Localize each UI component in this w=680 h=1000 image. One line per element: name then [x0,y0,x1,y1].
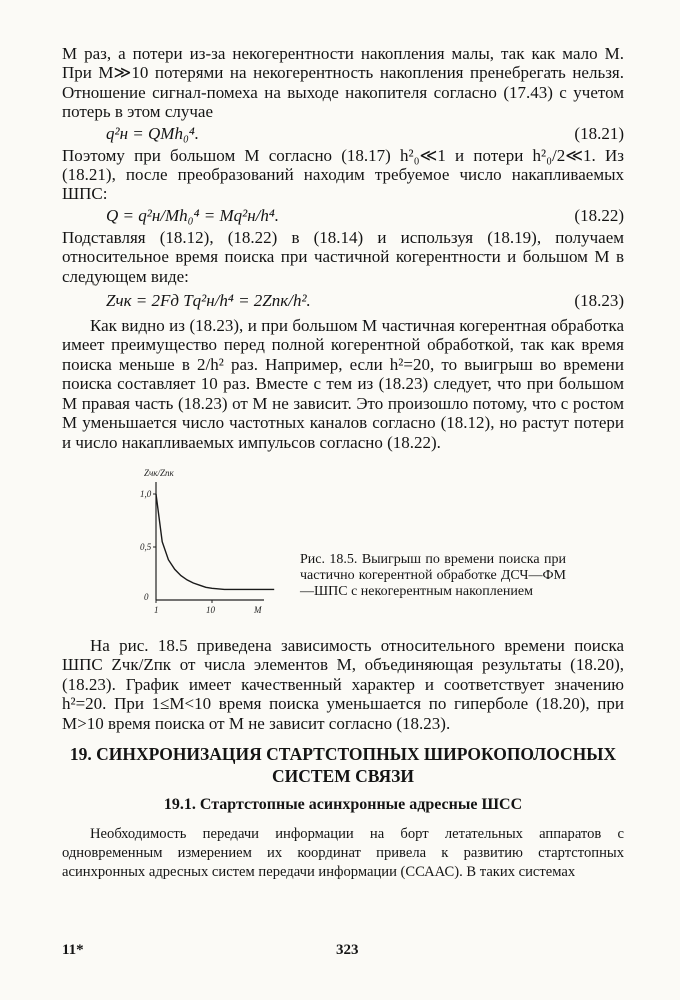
paragraph-1: M раз, а потери из-за некогерентности накопления малы, так как мало M. При M≫10 потерями на некогерентность накопления пренебрегать нельзя. Отношение сигнал-помеха на выходе накопителя согласно (17.43) с учетом потерь в этом случае [62,44,624,122]
signature-mark: 11* [62,942,84,958]
paragraph-2: Поэтому при большом M согласно (18.17) h²₀≪1 и потери h²₀/2≪1. Из (18.21), после преобразований находим требуемое число накапливаемых ШПС: [62,145,624,204]
paragraph-4: Как видно из (18.23), и при большом M частичная когерентная обработка имеет преимущество перед полной когерентной обработкой, так как время поиска меньше в 2/h² раз. Например, если h²=20, то выигрыш во времени поиска составляет 10 раз. Вместе с тем из (18.23) следует, что при большом M правая часть (18.23) от M не зависит. Это произошло потому, что с ростом M уменьшается число частотных каналов согласно (18.12), но растут потери и число накапливаемых импульсов согласно (18.22). [62,316,624,452]
x-tick-1-label: 1 [154,604,159,615]
equation-18-23-number: (18.23) [574,291,624,311]
equation-18-22-formula: Q = q²н/Mh₀⁴ = Mq²н/h⁴. [106,205,280,225]
x-axis-label: M [254,604,262,615]
figure-18-5 [62,468,624,626]
series-line-ratio [156,494,274,589]
y-tick-bottom-label: 0 [144,591,149,602]
y-axis-label: Zчк/Zпк [144,467,174,478]
y-tick-mid-label: 0,5 [140,541,152,552]
subsection-heading: 19.1. Стартстопные асинхронные адресные ШСС [163,795,523,813]
page-footer [62,942,624,962]
figure-18-5-plot [134,468,284,618]
equation-18-22 [62,204,624,228]
paragraph-3: Подставляя (18.12), (18.22) в (18.14) и используя (18.19), получаем относительное время поиска при частичной когерентности и большом M в следующем виде: [62,227,624,286]
paragraph-6: Необходимость передачи информации на борт летательных аппаратов с одновременным измерением их координат привела к развитию стартстопных асинхронных адресных систем передачи информации (ССААС). В таких системах [62,825,624,880]
section-heading: 19. СИНХРОНИЗАЦИЯ СТАРТСТОПНЫХ ШИРОКОПОЛОСНЫХ СИСТЕМ СВЯЗИ [69,743,617,786]
equation-18-22-number: (18.22) [574,205,624,225]
page-number: 323 [336,942,359,958]
equation-18-21-formula: q²н = QMh₀⁴. [106,123,200,143]
equation-18-21 [62,122,624,146]
figure-caption: Рис. 18.5. Выигрыш по времени поиска при частично когерентной обработке ДСЧ—ФМ—ШПС с некогерентным накоплением [300,551,566,599]
equation-18-21-number: (18.21) [574,123,624,143]
page-content [62,44,624,882]
x-tick-10-label: 10 [206,604,215,615]
equation-18-23 [62,286,624,316]
paragraph-5: На рис. 18.5 приведена зависимость относительного времени поиска ШПС Zчк/Zпк от числа элементов M, объединяющая результаты (18.20), (18.23). График имеет качественный характер и соответствует значению h²=20. При 1≤M<10 время поиска уменьшается по гиперболе (18.20), при M>10 время поиска от M не зависит согласно (18.23). [62,635,624,733]
equation-18-23-formula: Zчк = 2Fд Tq²н/h⁴ = 2Zпк/h². [106,291,311,311]
y-tick-top-label: 1,0 [140,488,152,499]
